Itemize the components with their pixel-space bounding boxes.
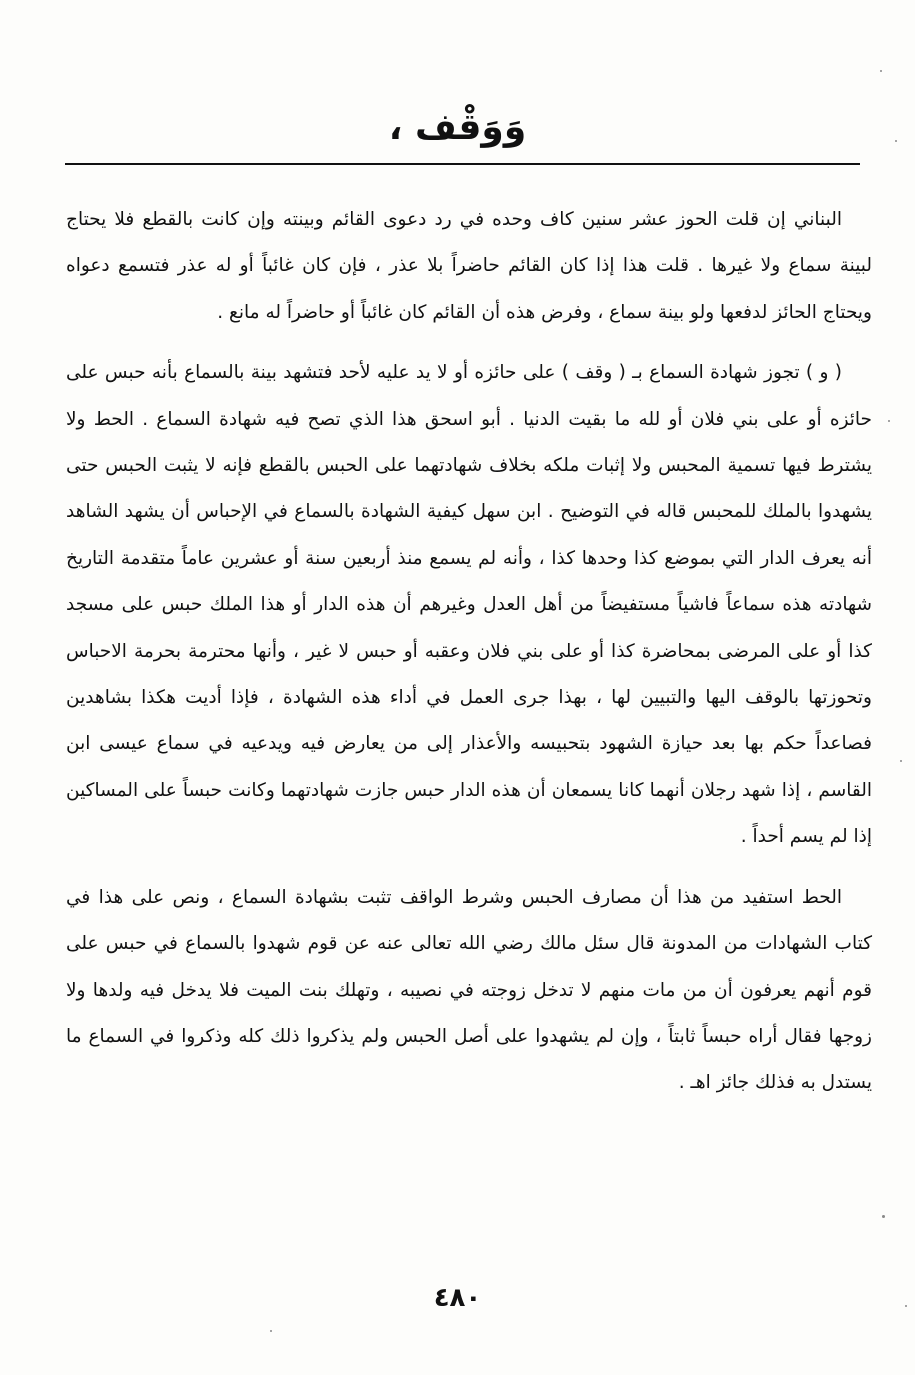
page-header-title: وَوَقْف ، — [388, 107, 527, 148]
scan-speck — [270, 1330, 272, 1332]
paragraph-1: البناني إن قلت الحوز عشر سنين كاف وحده في رد دعوى القائم وبينته وإن كانت بالقطع فلا يحتاج لبينة سماع ولا غيرها . قلت هذا إذا كان القائم حاضراً بلا عذر ، فإن كان غائباً أو له عذر فتسمع دعواه ويحتاج الحائز لدفعها ولو بينة سماع ، وفرض هذه أن القائم كان غائباً أو حاضراً له مانع . — [66, 209, 872, 323]
paragraph-gap — [66, 336, 872, 350]
paragraph-2: ( و ) تجوز شهادة السماع بـ ( وقف ) على حائزه أو لا يد عليه لأحد فتشهد بينة بالسماع بأنه حبس على حائزه أو على بني فلان أو لله ما بقيت الدنيا . أبو اسحق هذا الذي تصح فيه شهادة السماع . الحط ولا يشترط فيها تسمية المحبس ولا إثبات ملكه بخلاف شهادتهما على الحبس بالقطع فإنه لا يثبت الحبس حتى يشهدوا بالملك للمحبس قاله في التوضيح . ابن سهل كيفية الشهادة بالسماع في الإحباس أن يشهد الشاهد أنه يعرف الدار التي بموضع كذا وحدها كذا ، وأنه لم يسمع منذ أربعين سنة أو عشرين عاماً متقدمة التاريخ شهادته هذه سماعاً فاشياً مستفيضاً من أهل العدل وغيرهم أن هذه الدار أو هذا الملك حبس على مسجد كذا أو على المرضى بمحاضرة كذا أو على بني فلان وعقبه أو حبس لا غير ، وأنها محترمة بحرمة الاحباس وتحوزتها بالوقف اليها والتبيين لها ، بهذا جرى العمل في أداء هذه الشهادة ، فإذا أديت هكذا بشاهدين فصاعداً حكم بها بعد حيازة الشهود بتحبيسه والأعذار إلى من يعارض فيه ويدعيه في سماع عيسى ابن القاسم ، إذا شهد رجلان أنهما كانا يسمعان أن هذه الدار حبس جازت شهادتهما وكانت حبساً على المساكين إذا لم يسم أحداً . — [66, 362, 872, 848]
scan-speck — [882, 1215, 885, 1218]
scan-speck — [880, 70, 882, 72]
paragraph-3: الحط استفيد من هذا أن مصارف الحبس وشرط الواقف تثبت بشهادة السماع ، ونص على هذا في كتاب الشهادات من المدونة قال سئل مالك رضي الله تعالى عنه عن قوم شهدوا بالسماع في حبس على قوم أنهم يعرفون أن من مات منهم لا تدخل زوجته في نصيبه ، وتهلك بنت الميت فلا يدخل فيه ولدها ولا زوجها فقال أراه حبساً ثابتاً ، وإن لم يشهدوا على أصل الحبس ولم يذكروا ذلك كله وذكروا في السماع ما يستدل به فذلك جائز اهـ . — [66, 886, 872, 1094]
scan-speck — [888, 420, 890, 422]
page-number: ٤٨٠ — [433, 1283, 482, 1313]
scan-speck — [905, 1305, 907, 1307]
header-divider — [65, 163, 860, 165]
scan-speck — [895, 140, 897, 142]
paragraph-gap — [66, 861, 872, 875]
page-body-text — [66, 197, 872, 1107]
scan-speck — [900, 760, 902, 762]
